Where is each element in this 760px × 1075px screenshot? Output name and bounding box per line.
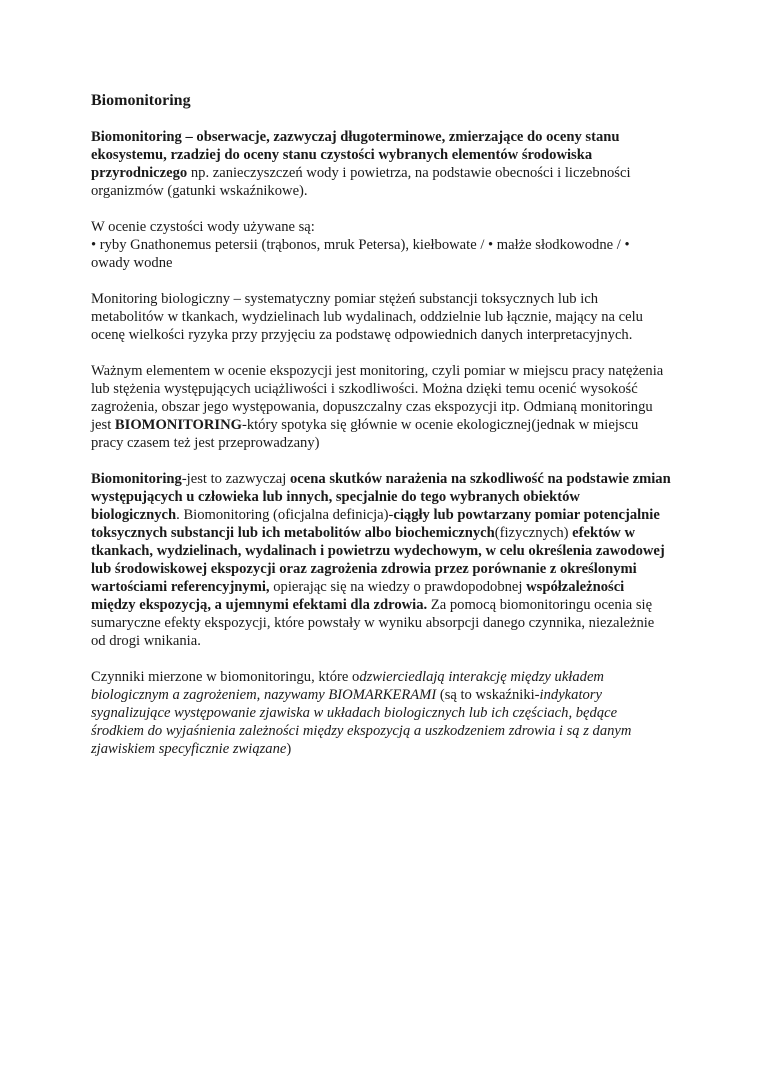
text-run: -który spotyka się głównie w ocenie ekologicznej(jednak w miejscu pracy czasem też jest przeprowadzany): [91, 417, 639, 451]
text-run: (fizycznych): [494, 525, 573, 541]
paragraph-3: [91, 290, 671, 344]
text-run: ): [286, 741, 292, 757]
text-run: ocena skutków narażenia na szkodliwość na podstawie zmian występujących u człowieka lub innych, specjalnie do tego wybranych obiektów biologicznych: [91, 471, 671, 523]
text-run: Czynniki mierzone w biomonitoringu, które o: [91, 669, 360, 685]
text-run: Ważnym elementem w ocenie ekspozycji jest monitoring, czyli pomiar w miejscu pracy natężenia lub stężenia występujących uciążliwości i szkodliwości. Można dzięki temu ocenić wysokość zagrożenia, obszar jego występowania, dopuszczalny czas ekspozycji itp. Odmianą monitoringu jest: [91, 363, 664, 433]
text-run: . Biomonitoring (oficjalna definicja)-: [176, 507, 394, 523]
paragraph-1: [91, 128, 671, 200]
text-run: opierając się na wiedzy o prawdopodobnej: [269, 579, 527, 595]
text-run: ciągły lub powtarzany pomiar potencjalnie toksycznych substancji lub ich metabolitów albo biochemicznych: [91, 507, 660, 541]
paragraph-6: [91, 668, 671, 758]
document-page: [91, 90, 671, 776]
text-run: dzwierciedlają interakcję między układem biologicznym a zagrożeniem, nazywamy BIOMARKERAMI: [91, 669, 604, 703]
document-title: Biomonitoring: [91, 92, 191, 109]
text-run: indykatory sygnalizujące występowanie zjawiska w układach biologicznych lub ich częściach, będące środkiem do wyjaśnienia zależności między ekspozycją a uszkodzeniem zdrowia i są z danym zjawiskiem specyficznie związane: [91, 687, 632, 757]
paragraph-5: [91, 470, 671, 650]
text-run: W ocenie czystości wody używane są:: [91, 219, 315, 235]
text-run: Biomonitoring – obserwacje, zazwyczaj długoterminowe, zmierzające do oceny stanu ekosystemu, rzadziej do oceny stanu czystości wybranych elementów środowiska przyrodniczego: [91, 129, 620, 181]
text-run: (są to wskaźniki-: [436, 687, 540, 703]
text-run: Biomonitoring: [91, 471, 182, 487]
text-run: współzależności między ekspozycją, a ujemnymi efektami dla zdrowia.: [91, 579, 625, 613]
text-run: • ryby Gnathonemus petersii (trąbonos, mruk Petersa), kiełbowate / • małże słodkowodne / • owady wodne: [91, 237, 630, 271]
text-run: BIOMONITORING: [114, 417, 242, 433]
document-body: [91, 128, 671, 758]
paragraph-4: [91, 362, 671, 452]
text-run: Monitoring biologiczny – systematyczny pomiar stężeń substancji toksycznych lub ich metabolitów w tkankach, wydzielinach lub wydalinach, oddzielnie lub łącznie, mający na celu ocenę wielkości ryzyka przy przyjęciu za podstawę odpowiednich danych interpretacyjnych.: [91, 291, 643, 343]
text-run: efektów w tkankach, wydzielinach, wydalinach i powietrzu wydechowym, w celu określenia zawodowej lub środowiskowej ekspozycji oraz zagrożenia zdrowia przez porównanie z określonymi wartościami referencyjnymi,: [91, 525, 665, 595]
text-run: Za pomocą biomonitoringu ocenia się sumaryczne efekty ekspozycji, które powstały w wyniku absorpcji danego czynnika, niezależnie od drogi wnikania.: [91, 597, 655, 649]
text-run: -jest to zazwyczaj: [181, 471, 290, 487]
paragraph-2: [91, 218, 671, 272]
text-run: np. zanieczyszczeń wody i powietrza, na podstawie obecności i liczebności organizmów (gatunki wskaźnikowe).: [91, 165, 631, 199]
